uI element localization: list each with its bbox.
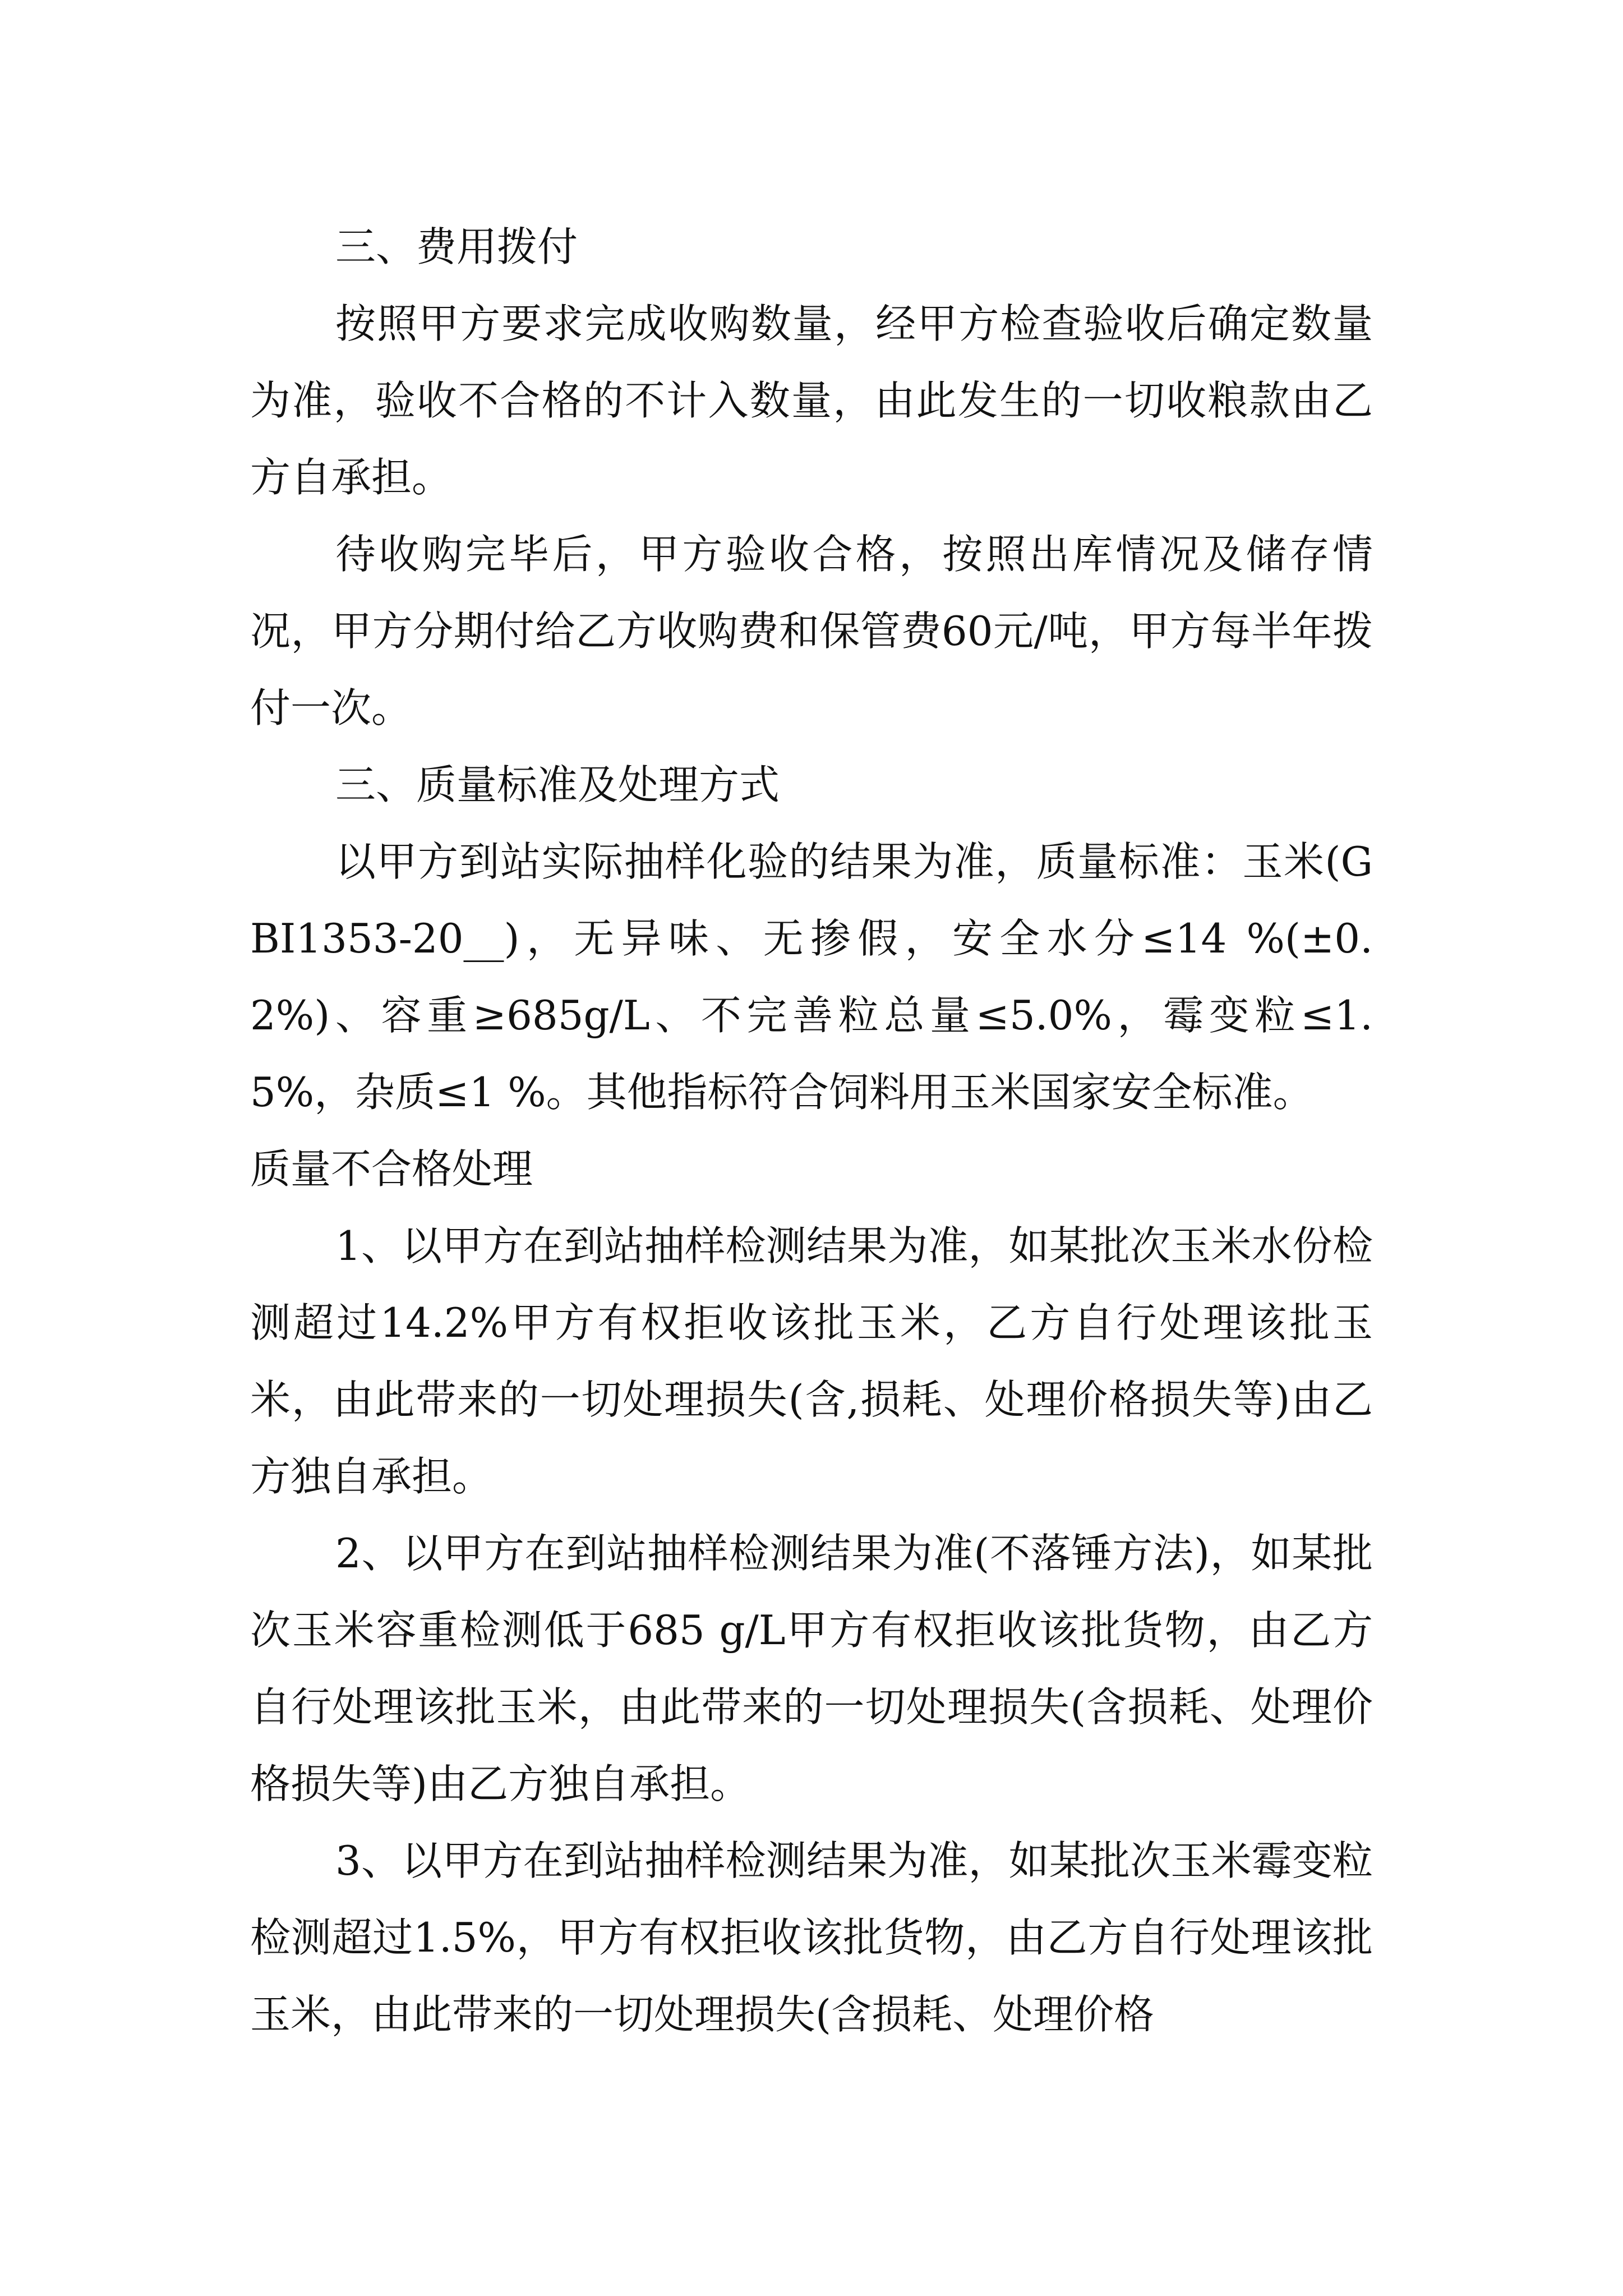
clause-moisture: 1、以甲方在到站抽样检测结果为准，如某批次玉米水份检测超过14.2%甲方有权拒收该批玉米，乙方自行处理该批玉米，由此带来的一切处理损失(含,损耗、处理价格损失等)由乙方独自承担。: [250, 1222, 1373, 1500]
paragraph-payment-schedule: 待收购完毕后，甲方验收合格，按照出库情况及储存情况，甲方分期付给乙方收购费和保管费60元/吨，甲方每半年拨付一次。: [250, 531, 1373, 731]
paragraph-acceptance-quantity: 按照甲方要求完成收购数量，经甲方检查验收后确定数量为准，验收不合格的不计入数量，由此发生的一切收粮款由乙方自承担。: [250, 300, 1373, 501]
section-heading-fee-payment: 三、费用拨付: [335, 223, 578, 270]
label-quality-nonconformity: 质量不合格处理: [250, 1145, 533, 1193]
clause-mildew: 3、以甲方在到站抽样检测结果为准，如某批次玉米霉变粒检测超过1.5%，甲方有权拒收该批货物，由乙方自行处理该批玉米，由此带来的一切处理损失(含损耗、处理价格: [250, 1837, 1373, 2038]
clause-bulk-density: 2、以甲方在到站抽样检测结果为准(不落锤方法)，如某批次玉米容重检测低于685 g/L甲方有权拒收该批货物，由乙方自行处理该批玉米，由此带来的一切处理损失(含损耗、处理价格损失等)由乙方独自承担。: [250, 1530, 1373, 1807]
section-heading-quality-standard: 三、质量标准及处理方式: [335, 761, 780, 808]
document-body: [250, 209, 1373, 2053]
paragraph-quality-standard: 以甲方到站实际抽样化验的结果为准，质量标准：玉米(GBI1353-20__)，无异味、无掺假，安全水分≤14 %(±0.2%)、容重≥685g/L、不完善粒总量≤5.0%，霉变粒≤1.5%，杂质≤1 %。其他指标符合饲料用玉米国家安全标准。: [250, 838, 1373, 1116]
